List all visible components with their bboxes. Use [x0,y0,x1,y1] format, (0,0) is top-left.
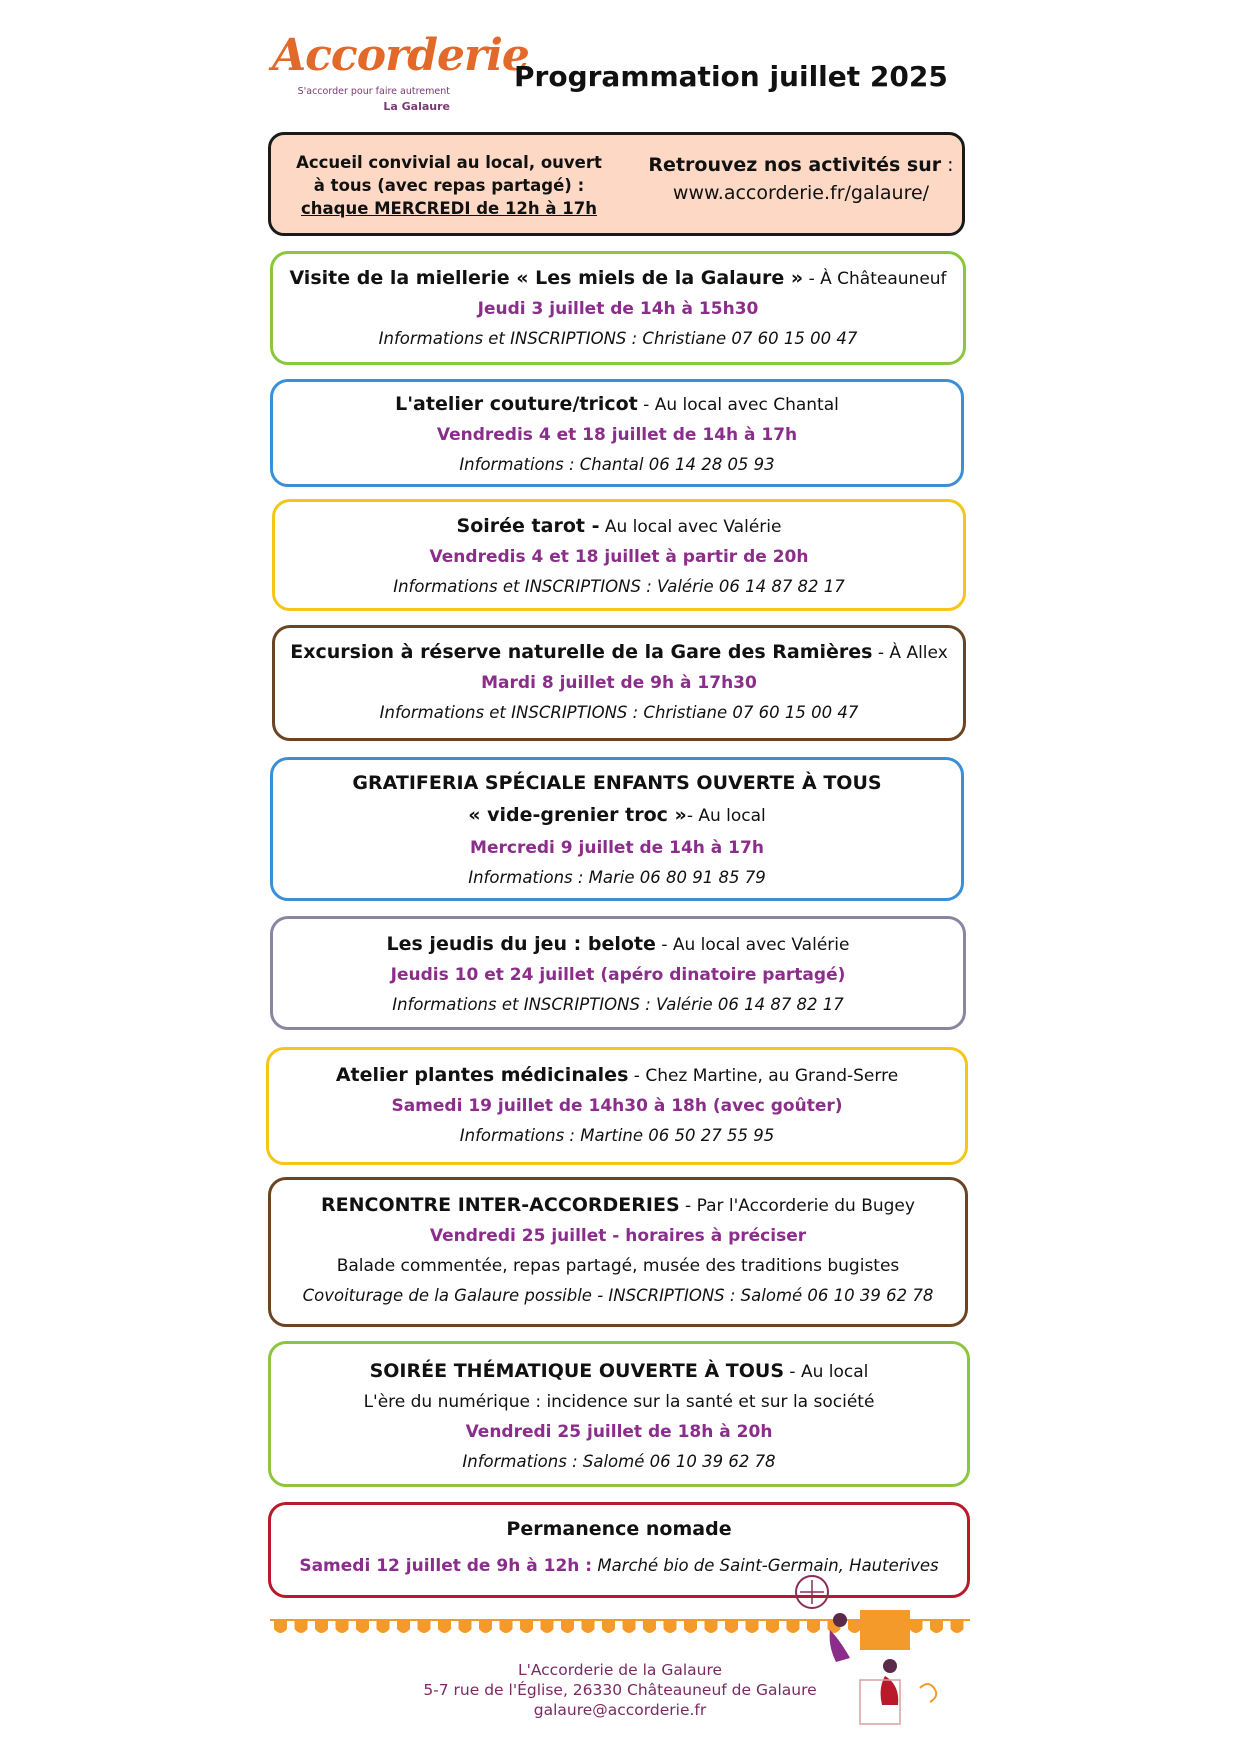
awning-scallop [705,1621,718,1633]
event-date: Jeudis 10 et 24 juillet (apéro dinatoire partagé) [390,965,846,985]
event-place: - Au local [784,1362,869,1382]
event-title: Les jeudis du jeu : belote [386,933,656,955]
event-info: Informations : Marie 06 80 91 85 79 [468,868,766,887]
event-title: GRATIFERIA SPÉCIALE ENFANTS OUVERTE À TOUS [352,772,882,794]
event-card [270,251,966,365]
event-date: Vendredi 25 juillet - horaires à préciser [429,1226,807,1246]
event-info: Informations : Martine 06 50 27 55 95 [459,1126,775,1145]
awning-scallop [602,1621,615,1633]
footer-street: 5-7 rue de l'Église, 26330 Châteauneuf de Galaure [423,1681,817,1699]
person-body [830,1630,850,1662]
banner-left [279,151,619,220]
awning-scallop [766,1621,779,1633]
event-info: Informations et INSCRIPTIONS : Valérie 06 14 87 82 17 [392,995,844,1014]
awning-scallop [684,1621,697,1633]
event-place: - Au local avec Valérie [655,935,850,955]
footer-org: L'Accorderie de la Galaure [517,1661,723,1679]
event-card [270,379,964,487]
banner-left-line2: à tous (avec repas partagé) : [313,176,585,195]
event-info: Informations et INSCRIPTIONS : Christiane 07 60 15 00 47 [379,703,859,722]
footer-address [400,1660,840,1720]
event-date: Mercredi 9 juillet de 14h à 17h [470,838,764,858]
awning-scallop [438,1621,451,1633]
curl-icon [920,1684,936,1702]
event-title: Visite de la miellerie « Les miels de la Galaure » [289,267,804,289]
event-place: - Au local avec Chantal [637,395,839,415]
awning-scallop [336,1621,349,1633]
awning-scallop [479,1621,492,1633]
awning-scallop [459,1621,472,1633]
event-date: Vendredis 4 et 18 juillet à partir de 20h [429,547,809,567]
box-icon [860,1610,910,1650]
event-date: Jeudi 3 juillet de 14h à 15h30 [477,299,759,319]
banner-right-colon: : [941,154,954,176]
event-title: RENCONTRE INTER-ACCORDERIES [321,1194,680,1216]
awning-scallop [356,1621,369,1633]
event-info: Informations et INSCRIPTIONS : Valérie 06 14 87 82 17 [393,577,845,596]
event-card [268,1177,968,1327]
event-place: - À Allex [872,643,948,663]
logo-tagline: S'accorder pour faire autrement [297,86,450,97]
footer-email[interactable]: galaure@accorderie.fr [533,1701,707,1719]
event-title: Excursion à réserve naturelle de la Gare des Ramières [290,641,873,663]
event-info: Informations et INSCRIPTIONS : Christiane 07 60 15 00 47 [378,329,858,348]
event-place: - Par l'Accorderie du Bugey [679,1196,915,1216]
event-info: Informations : Chantal 06 14 28 05 93 [459,455,775,474]
accorderie-logo [272,30,529,114]
awning-scallop [746,1621,759,1633]
event-place: - À Châteauneuf [803,269,947,289]
awning-scallop [315,1621,328,1633]
logo-wordmark: Accorderie [272,30,529,81]
event-card [272,625,966,741]
event-place: Au local avec Valérie [599,517,782,537]
event-date: Samedi 19 juillet de 14h30 à 18h (avec goûter) [391,1096,843,1116]
event-card [266,1047,968,1165]
event-info: Informations : Salomé 06 10 39 62 78 [462,1452,776,1471]
awning-scallop [561,1621,574,1633]
awning-scallop [643,1621,656,1633]
awning-scallop [541,1621,554,1633]
event-title-sub: « vide-grenier troc » [468,804,687,826]
event-card [270,757,964,901]
banner-right-heading: Retrouvez nos activités sur [648,154,942,176]
awning-scallop [520,1621,533,1633]
event-date: Vendredi 25 juillet de 18h à 20h [465,1422,773,1442]
event-date: Vendredis 4 et 18 juillet de 14h à 17h [436,425,798,445]
event-title: L'atelier couture/tricot [395,393,638,415]
awning-scallop [725,1621,738,1633]
event-title: Atelier plantes médicinales [335,1064,629,1086]
awning-scallop [418,1621,431,1633]
banner-left-line3: chaque MERCREDI de 12h à 17h [300,199,597,218]
event-place: - Chez Martine, au Grand-Serre [628,1066,899,1086]
event-card [272,499,966,611]
event-note: Balade commentée, repas partagé, musée des traditions bugistes [336,1256,900,1276]
awning-scallop [397,1621,410,1633]
event-title: Permanence nomade [506,1518,732,1540]
awning-scallop [664,1621,677,1633]
event-note: L'ère du numérique : incidence sur la santé et sur la société [363,1392,875,1412]
page-title: Programmation juillet 2025 [514,60,948,93]
awning-scallop [377,1621,390,1633]
awning-scallop [582,1621,595,1633]
event-info: Marché bio de Saint-Germain, Hauterives [592,1556,939,1575]
event-info: Covoiturage de la Galaure possible - INSCRIPTIONS : Salomé 06 10 39 62 78 [302,1286,934,1305]
logo-subtitle: La Galaure [383,100,450,113]
event-card [270,916,966,1030]
banner-right [641,151,961,207]
event-title: Soirée tarot - [456,515,600,537]
awning-scallop [623,1621,636,1633]
event-title: SOIRÉE THÉMATIQUE OUVERTE À TOUS [369,1360,785,1382]
banner-left-line1: Accueil convivial au local, ouvert [296,153,602,172]
ball-lines [800,1580,824,1604]
awning-scallop [274,1621,287,1633]
event-card [268,1341,970,1487]
event-place: - Au local [686,806,766,826]
event-date: Samedi 12 juillet de 9h à 12h : [299,1556,593,1576]
info-banner [268,132,965,236]
awning-scallop [500,1621,513,1633]
event-date: Mardi 8 juillet de 9h à 17h30 [481,673,757,693]
website-link[interactable]: www.accorderie.fr/galaure/ [672,182,930,204]
person-head [833,1613,847,1627]
person2-head [883,1659,897,1673]
awning-scallop [295,1621,308,1633]
